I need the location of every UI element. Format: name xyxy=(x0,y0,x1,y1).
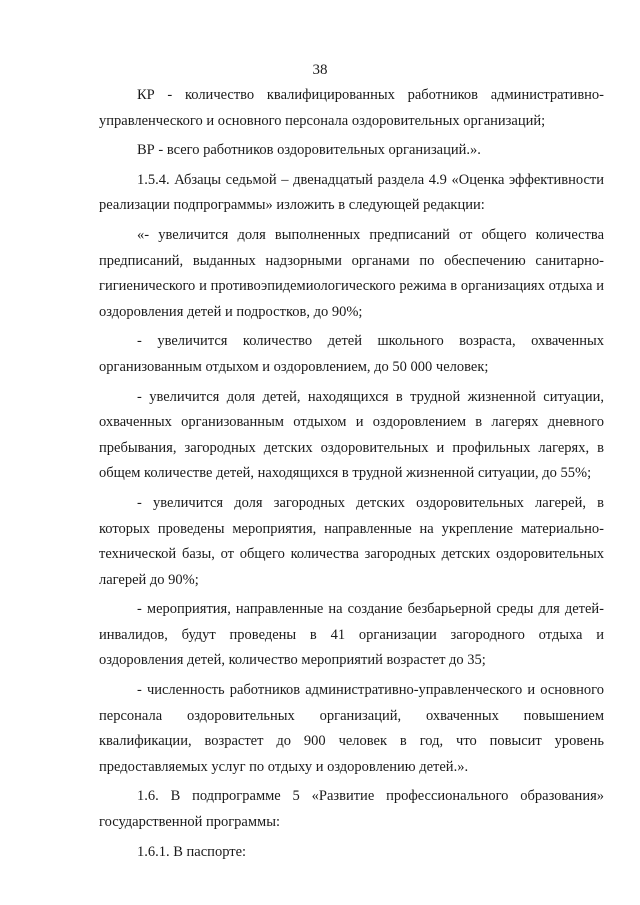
document-body xyxy=(99,83,604,865)
paragraph-1-6-1: 1.6.1. В паспорте: xyxy=(137,843,247,860)
page-number: 38 xyxy=(312,62,328,78)
list-item-camps-base: - увеличится доля загородных детских оздоровительных лагерей, в которых проведены мероприятия, направленные на укрепление материально-технической базы, от общего количества загородных детских оздоровительных лагерей до 90%; xyxy=(99,494,604,588)
list-item-prescriptions: «- увеличится доля выполненных предписаний от общего количества предписаний, выданных надзорными органами по обеспечению санитарно-гигиенического и противоэпидемиологического режима в организациях отдыха и оздоровления детей и подростков, до 90%; xyxy=(99,226,604,320)
list-item-school-children: - увеличится количество детей школьного возраста, охваченных организованным отдыхом и оздоровлением, до 50 000 человек; xyxy=(99,333,604,375)
list-item-difficult-situation: - увеличится доля детей, находящихся в трудной жизненной ситуации, охваченных организованным отдыхом и оздоровлением в лагерях дневного пребывания, загородных детских оздоровительных и профильных лагерях, в общем количестве детей, находящихся в трудной жизненной ситуации, до 55%; xyxy=(99,388,604,482)
list-item-barrier-free: - мероприятия, направленные на создание безбарьерной среды для детей-инвалидов, будут проведены в 41 организации загородного отдыха и оздоровления детей, количество мероприятий возрастет до 35; xyxy=(99,601,604,669)
paragraph-1-5-4: 1.5.4. Абзацы седьмой – двенадцатый раздела 4.9 «Оценка эффективности реализации подпрограммы» изложить в следующей редакции: xyxy=(99,171,604,214)
paragraph-vr-definition: ВР - всего работников оздоровительных организаций.». xyxy=(137,142,481,159)
paragraph-1-6: 1.6. В подпрограмме 5 «Развитие профессионального образования» государственной программы: xyxy=(99,788,604,831)
list-item-staff-training: - численность работников административно-управленческого и основного персонала оздоровительных организаций, охваченных повышением квалификации, возрастет до 900 человек в год, что повысит уровень предоставляемых услуг по отдыху и оздоровлению детей.». xyxy=(99,682,604,775)
paragraph-kr-definition: КР - количество квалифицированных работников административно-управленческого и основного персонала оздоровительных организаций; xyxy=(99,87,604,129)
